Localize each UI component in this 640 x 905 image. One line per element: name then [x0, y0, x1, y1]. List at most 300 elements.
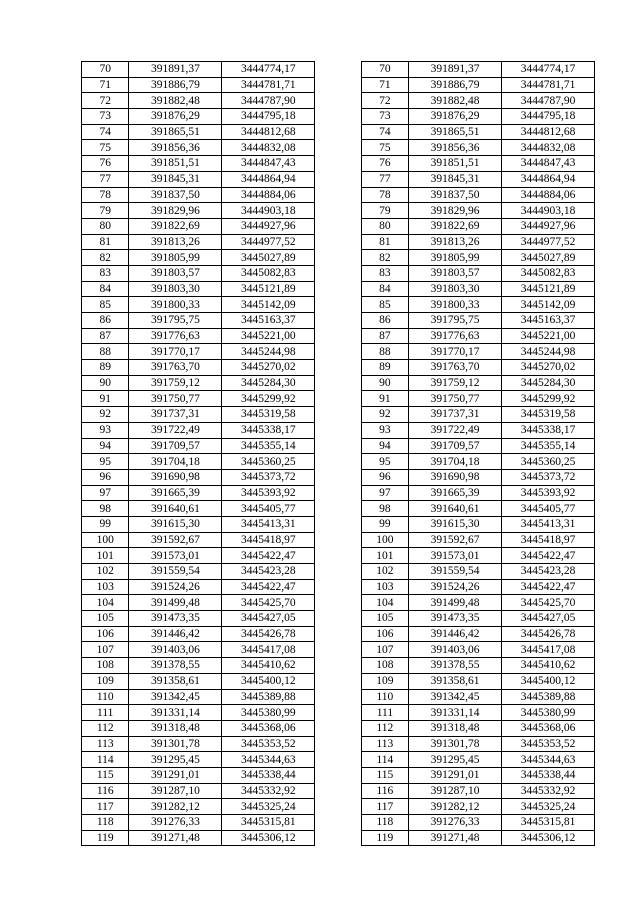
- column-gap-cell: [315, 62, 361, 78]
- left-x-coordinate-cell: 391882,48: [129, 93, 222, 109]
- left-point-number-cell: 74: [82, 124, 129, 140]
- left-x-coordinate-cell: 391763,70: [129, 360, 222, 376]
- right-x-coordinate-cell: 391276,33: [409, 815, 502, 831]
- left-y-coordinate-cell: 3445360,25: [222, 454, 315, 470]
- right-x-coordinate-cell: 391331,14: [409, 705, 502, 721]
- left-x-coordinate-cell: 391291,01: [129, 767, 222, 783]
- right-y-coordinate-cell: 3445163,37: [502, 313, 595, 329]
- right-x-coordinate-cell: 391805,99: [409, 250, 502, 266]
- table-row: [82, 611, 595, 627]
- right-point-number-cell: 119: [361, 830, 408, 846]
- table-row: [82, 62, 595, 78]
- column-gap-cell: [315, 328, 361, 344]
- column-gap-cell: [315, 595, 361, 611]
- right-y-coordinate-cell: 3445373,72: [502, 469, 595, 485]
- table-row: [82, 171, 595, 187]
- column-gap-cell: [315, 642, 361, 658]
- left-x-coordinate-cell: 391829,96: [129, 203, 222, 219]
- left-point-number-cell: 83: [82, 265, 129, 281]
- left-point-number-cell: 109: [82, 673, 129, 689]
- right-y-coordinate-cell: 3445400,12: [502, 673, 595, 689]
- left-point-number-cell: 78: [82, 187, 129, 203]
- column-gap-cell: [315, 187, 361, 203]
- column-gap-cell: [315, 124, 361, 140]
- right-point-number-cell: 97: [361, 485, 408, 501]
- right-point-number-cell: 70: [361, 62, 408, 78]
- right-y-coordinate-cell: 3445425,70: [502, 595, 595, 611]
- left-x-coordinate-cell: 391295,45: [129, 752, 222, 768]
- left-y-coordinate-cell: 3444832,08: [222, 140, 315, 156]
- left-x-coordinate-cell: 391886,79: [129, 77, 222, 93]
- column-gap-cell: [315, 815, 361, 831]
- left-y-coordinate-cell: 3445380,99: [222, 705, 315, 721]
- table-row: [82, 783, 595, 799]
- table-row: [82, 485, 595, 501]
- right-point-number-cell: 109: [361, 673, 408, 689]
- left-y-coordinate-cell: 3445425,70: [222, 595, 315, 611]
- left-y-coordinate-cell: 3445027,89: [222, 250, 315, 266]
- right-y-coordinate-cell: 3445422,47: [502, 579, 595, 595]
- left-point-number-cell: 75: [82, 140, 129, 156]
- right-y-coordinate-cell: 3444977,52: [502, 234, 595, 250]
- right-x-coordinate-cell: 391378,55: [409, 658, 502, 674]
- right-x-coordinate-cell: 391592,67: [409, 532, 502, 548]
- left-y-coordinate-cell: 3445142,09: [222, 297, 315, 313]
- left-point-number-cell: 104: [82, 595, 129, 611]
- column-gap-cell: [315, 611, 361, 627]
- column-gap-cell: [315, 516, 361, 532]
- table-row: [82, 736, 595, 752]
- right-point-number-cell: 105: [361, 611, 408, 627]
- right-y-coordinate-cell: 3445427,05: [502, 611, 595, 627]
- left-y-coordinate-cell: 3445319,58: [222, 407, 315, 423]
- left-point-number-cell: 79: [82, 203, 129, 219]
- right-point-number-cell: 98: [361, 501, 408, 517]
- left-point-number-cell: 71: [82, 77, 129, 93]
- right-y-coordinate-cell: 3445355,14: [502, 438, 595, 454]
- column-gap-cell: [315, 218, 361, 234]
- table-row: [82, 548, 595, 564]
- right-y-coordinate-cell: 3445393,92: [502, 485, 595, 501]
- left-y-coordinate-cell: 3445270,02: [222, 360, 315, 376]
- right-y-coordinate-cell: 3445410,62: [502, 658, 595, 674]
- right-x-coordinate-cell: 391709,57: [409, 438, 502, 454]
- column-gap-cell: [315, 501, 361, 517]
- left-x-coordinate-cell: 391403,06: [129, 642, 222, 658]
- table-row: [82, 642, 595, 658]
- right-point-number-cell: 82: [361, 250, 408, 266]
- left-point-number-cell: 105: [82, 611, 129, 627]
- right-y-coordinate-cell: 3445221,00: [502, 328, 595, 344]
- left-y-coordinate-cell: 3445338,17: [222, 422, 315, 438]
- table-row: [82, 815, 595, 831]
- right-point-number-cell: 77: [361, 171, 408, 187]
- table-row: [82, 516, 595, 532]
- left-point-number-cell: 72: [82, 93, 129, 109]
- right-point-number-cell: 111: [361, 705, 408, 721]
- column-gap-cell: [315, 203, 361, 219]
- left-x-coordinate-cell: 391665,39: [129, 485, 222, 501]
- left-y-coordinate-cell: 3444927,96: [222, 218, 315, 234]
- table-row: [82, 469, 595, 485]
- left-x-coordinate-cell: 391473,35: [129, 611, 222, 627]
- right-y-coordinate-cell: 3445418,97: [502, 532, 595, 548]
- right-x-coordinate-cell: 391882,48: [409, 93, 502, 109]
- column-gap-cell: [315, 752, 361, 768]
- left-point-number-cell: 86: [82, 313, 129, 329]
- table-row: [82, 109, 595, 125]
- left-y-coordinate-cell: 3444787,90: [222, 93, 315, 109]
- right-x-coordinate-cell: 391524,26: [409, 579, 502, 595]
- table-row: [82, 93, 595, 109]
- table-row: [82, 532, 595, 548]
- right-y-coordinate-cell: 3444774,17: [502, 62, 595, 78]
- left-y-coordinate-cell: 3445325,24: [222, 799, 315, 815]
- left-x-coordinate-cell: 391800,33: [129, 297, 222, 313]
- left-x-coordinate-cell: 391331,14: [129, 705, 222, 721]
- column-gap-cell: [315, 830, 361, 846]
- column-gap-cell: [315, 438, 361, 454]
- left-point-number-cell: 115: [82, 767, 129, 783]
- left-point-number-cell: 87: [82, 328, 129, 344]
- left-y-coordinate-cell: 3444864,94: [222, 171, 315, 187]
- left-y-coordinate-cell: 3444884,06: [222, 187, 315, 203]
- left-y-coordinate-cell: 3445332,92: [222, 783, 315, 799]
- right-y-coordinate-cell: 3444795,18: [502, 109, 595, 125]
- left-y-coordinate-cell: 3445163,37: [222, 313, 315, 329]
- right-point-number-cell: 96: [361, 469, 408, 485]
- left-x-coordinate-cell: 391640,61: [129, 501, 222, 517]
- column-gap-cell: [315, 673, 361, 689]
- left-x-coordinate-cell: 391851,51: [129, 156, 222, 172]
- left-y-coordinate-cell: 3445423,28: [222, 564, 315, 580]
- table-row: [82, 830, 595, 846]
- column-gap-cell: [315, 422, 361, 438]
- column-gap-cell: [315, 626, 361, 642]
- left-point-number-cell: 82: [82, 250, 129, 266]
- left-y-coordinate-cell: 3445418,97: [222, 532, 315, 548]
- right-y-coordinate-cell: 3445353,52: [502, 736, 595, 752]
- table-row: [82, 218, 595, 234]
- column-gap-cell: [315, 234, 361, 250]
- right-y-coordinate-cell: 3445380,99: [502, 705, 595, 721]
- table-row: [82, 140, 595, 156]
- table-row: [82, 705, 595, 721]
- right-y-coordinate-cell: 3445319,58: [502, 407, 595, 423]
- right-x-coordinate-cell: 391473,35: [409, 611, 502, 627]
- right-x-coordinate-cell: 391665,39: [409, 485, 502, 501]
- left-point-number-cell: 81: [82, 234, 129, 250]
- column-gap-cell: [315, 689, 361, 705]
- table-row: [82, 407, 595, 423]
- left-x-coordinate-cell: 391499,48: [129, 595, 222, 611]
- left-y-coordinate-cell: 3445400,12: [222, 673, 315, 689]
- left-y-coordinate-cell: 3445121,89: [222, 281, 315, 297]
- right-x-coordinate-cell: 391287,10: [409, 783, 502, 799]
- table-row: [82, 375, 595, 391]
- right-x-coordinate-cell: 391763,70: [409, 360, 502, 376]
- table-row: [82, 438, 595, 454]
- left-y-coordinate-cell: 3445306,12: [222, 830, 315, 846]
- right-y-coordinate-cell: 3445121,89: [502, 281, 595, 297]
- left-point-number-cell: 88: [82, 344, 129, 360]
- left-x-coordinate-cell: 391690,98: [129, 469, 222, 485]
- right-y-coordinate-cell: 3445244,98: [502, 344, 595, 360]
- left-y-coordinate-cell: 3445393,92: [222, 485, 315, 501]
- column-gap-cell: [315, 564, 361, 580]
- left-point-number-cell: 113: [82, 736, 129, 752]
- column-gap-cell: [315, 265, 361, 281]
- right-y-coordinate-cell: 3444832,08: [502, 140, 595, 156]
- table-row: [82, 454, 595, 470]
- table-row: [82, 564, 595, 580]
- right-x-coordinate-cell: 391803,30: [409, 281, 502, 297]
- left-x-coordinate-cell: 391856,36: [129, 140, 222, 156]
- table-row: [82, 156, 595, 172]
- column-gap-cell: [315, 454, 361, 470]
- left-x-coordinate-cell: 391282,12: [129, 799, 222, 815]
- right-y-coordinate-cell: 3445422,47: [502, 548, 595, 564]
- right-x-coordinate-cell: 391750,77: [409, 391, 502, 407]
- left-x-coordinate-cell: 391795,75: [129, 313, 222, 329]
- left-y-coordinate-cell: 3445299,92: [222, 391, 315, 407]
- right-x-coordinate-cell: 391271,48: [409, 830, 502, 846]
- left-point-number-cell: 96: [82, 469, 129, 485]
- right-y-coordinate-cell: 3444812,68: [502, 124, 595, 140]
- table-row: [82, 689, 595, 705]
- left-x-coordinate-cell: 391759,12: [129, 375, 222, 391]
- right-point-number-cell: 86: [361, 313, 408, 329]
- table-row: [82, 265, 595, 281]
- left-x-coordinate-cell: 391358,61: [129, 673, 222, 689]
- column-gap-cell: [315, 579, 361, 595]
- column-gap-cell: [315, 548, 361, 564]
- column-gap-cell: [315, 250, 361, 266]
- right-point-number-cell: 87: [361, 328, 408, 344]
- right-x-coordinate-cell: 391737,31: [409, 407, 502, 423]
- right-point-number-cell: 84: [361, 281, 408, 297]
- right-point-number-cell: 113: [361, 736, 408, 752]
- table-row: [82, 595, 595, 611]
- right-point-number-cell: 80: [361, 218, 408, 234]
- table-row: [82, 281, 595, 297]
- left-y-coordinate-cell: 3444812,68: [222, 124, 315, 140]
- left-x-coordinate-cell: 391301,78: [129, 736, 222, 752]
- right-x-coordinate-cell: 391342,45: [409, 689, 502, 705]
- right-point-number-cell: 100: [361, 532, 408, 548]
- right-x-coordinate-cell: 391865,51: [409, 124, 502, 140]
- left-point-number-cell: 101: [82, 548, 129, 564]
- left-point-number-cell: 93: [82, 422, 129, 438]
- column-gap-cell: [315, 736, 361, 752]
- left-point-number-cell: 116: [82, 783, 129, 799]
- right-point-number-cell: 92: [361, 407, 408, 423]
- left-x-coordinate-cell: 391524,26: [129, 579, 222, 595]
- column-gap-cell: [315, 344, 361, 360]
- left-x-coordinate-cell: 391318,48: [129, 720, 222, 736]
- right-x-coordinate-cell: 391446,42: [409, 626, 502, 642]
- table-row: [82, 313, 595, 329]
- left-y-coordinate-cell: 3445221,00: [222, 328, 315, 344]
- column-gap-cell: [315, 783, 361, 799]
- column-gap-cell: [315, 93, 361, 109]
- column-gap-cell: [315, 375, 361, 391]
- right-point-number-cell: 85: [361, 297, 408, 313]
- table-row: [82, 360, 595, 376]
- right-x-coordinate-cell: 391829,96: [409, 203, 502, 219]
- left-y-coordinate-cell: 3444774,17: [222, 62, 315, 78]
- right-point-number-cell: 90: [361, 375, 408, 391]
- table-row: [82, 626, 595, 642]
- table-row: [82, 579, 595, 595]
- right-y-coordinate-cell: 3444927,96: [502, 218, 595, 234]
- right-point-number-cell: 94: [361, 438, 408, 454]
- column-gap-cell: [315, 156, 361, 172]
- left-point-number-cell: 110: [82, 689, 129, 705]
- left-point-number-cell: 92: [82, 407, 129, 423]
- right-point-number-cell: 89: [361, 360, 408, 376]
- left-point-number-cell: 73: [82, 109, 129, 125]
- right-point-number-cell: 117: [361, 799, 408, 815]
- column-gap-cell: [315, 532, 361, 548]
- right-point-number-cell: 104: [361, 595, 408, 611]
- right-y-coordinate-cell: 3444847,43: [502, 156, 595, 172]
- right-x-coordinate-cell: 391358,61: [409, 673, 502, 689]
- left-x-coordinate-cell: 391276,33: [129, 815, 222, 831]
- left-y-coordinate-cell: 3444977,52: [222, 234, 315, 250]
- right-x-coordinate-cell: 391573,01: [409, 548, 502, 564]
- right-x-coordinate-cell: 391813,26: [409, 234, 502, 250]
- right-point-number-cell: 93: [361, 422, 408, 438]
- left-x-coordinate-cell: 391704,18: [129, 454, 222, 470]
- left-y-coordinate-cell: 3445417,08: [222, 642, 315, 658]
- right-x-coordinate-cell: 391301,78: [409, 736, 502, 752]
- left-x-coordinate-cell: 391876,29: [129, 109, 222, 125]
- left-y-coordinate-cell: 3445413,31: [222, 516, 315, 532]
- table-row: [82, 124, 595, 140]
- left-point-number-cell: 76: [82, 156, 129, 172]
- right-x-coordinate-cell: 391295,45: [409, 752, 502, 768]
- left-y-coordinate-cell: 3444781,71: [222, 77, 315, 93]
- left-y-coordinate-cell: 3445427,05: [222, 611, 315, 627]
- right-y-coordinate-cell: 3445360,25: [502, 454, 595, 470]
- table-row: [82, 752, 595, 768]
- left-y-coordinate-cell: 3445082,83: [222, 265, 315, 281]
- right-x-coordinate-cell: 391499,48: [409, 595, 502, 611]
- right-point-number-cell: 79: [361, 203, 408, 219]
- column-gap-cell: [315, 171, 361, 187]
- left-y-coordinate-cell: 3445284,30: [222, 375, 315, 391]
- left-point-number-cell: 108: [82, 658, 129, 674]
- right-y-coordinate-cell: 3445405,77: [502, 501, 595, 517]
- left-point-number-cell: 77: [82, 171, 129, 187]
- left-y-coordinate-cell: 3445405,77: [222, 501, 315, 517]
- right-x-coordinate-cell: 391282,12: [409, 799, 502, 815]
- left-x-coordinate-cell: 391865,51: [129, 124, 222, 140]
- left-x-coordinate-cell: 391822,69: [129, 218, 222, 234]
- right-point-number-cell: 76: [361, 156, 408, 172]
- left-x-coordinate-cell: 391805,99: [129, 250, 222, 266]
- right-point-number-cell: 107: [361, 642, 408, 658]
- right-y-coordinate-cell: 3445423,28: [502, 564, 595, 580]
- left-point-number-cell: 95: [82, 454, 129, 470]
- right-y-coordinate-cell: 3445284,30: [502, 375, 595, 391]
- right-x-coordinate-cell: 391851,51: [409, 156, 502, 172]
- right-point-number-cell: 72: [361, 93, 408, 109]
- left-point-number-cell: 102: [82, 564, 129, 580]
- left-point-number-cell: 111: [82, 705, 129, 721]
- right-y-coordinate-cell: 3444864,94: [502, 171, 595, 187]
- left-point-number-cell: 118: [82, 815, 129, 831]
- left-point-number-cell: 97: [82, 485, 129, 501]
- left-x-coordinate-cell: 391573,01: [129, 548, 222, 564]
- right-x-coordinate-cell: 391837,50: [409, 187, 502, 203]
- left-point-number-cell: 98: [82, 501, 129, 517]
- left-x-coordinate-cell: 391271,48: [129, 830, 222, 846]
- coordinates-table: [81, 61, 595, 846]
- table-row: [82, 767, 595, 783]
- right-x-coordinate-cell: 391559,54: [409, 564, 502, 580]
- table-row: [82, 234, 595, 250]
- right-y-coordinate-cell: 3444903,18: [502, 203, 595, 219]
- left-y-coordinate-cell: 3445410,62: [222, 658, 315, 674]
- right-y-coordinate-cell: 3445368,06: [502, 720, 595, 736]
- right-point-number-cell: 102: [361, 564, 408, 580]
- left-point-number-cell: 94: [82, 438, 129, 454]
- right-x-coordinate-cell: 391690,98: [409, 469, 502, 485]
- table-row: [82, 203, 595, 219]
- right-point-number-cell: 112: [361, 720, 408, 736]
- right-point-number-cell: 99: [361, 516, 408, 532]
- right-y-coordinate-cell: 3445325,24: [502, 799, 595, 815]
- table-row: [82, 250, 595, 266]
- right-point-number-cell: 118: [361, 815, 408, 831]
- right-point-number-cell: 75: [361, 140, 408, 156]
- column-gap-cell: [315, 407, 361, 423]
- left-y-coordinate-cell: 3444795,18: [222, 109, 315, 125]
- right-point-number-cell: 101: [361, 548, 408, 564]
- table-row: [82, 720, 595, 736]
- right-y-coordinate-cell: 3445332,92: [502, 783, 595, 799]
- left-x-coordinate-cell: 391891,37: [129, 62, 222, 78]
- right-point-number-cell: 106: [361, 626, 408, 642]
- right-y-coordinate-cell: 3445338,44: [502, 767, 595, 783]
- right-x-coordinate-cell: 391795,75: [409, 313, 502, 329]
- left-x-coordinate-cell: 391709,57: [129, 438, 222, 454]
- column-gap-cell: [315, 109, 361, 125]
- right-y-coordinate-cell: 3445306,12: [502, 830, 595, 846]
- left-point-number-cell: 91: [82, 391, 129, 407]
- left-x-coordinate-cell: 391615,30: [129, 516, 222, 532]
- left-point-number-cell: 107: [82, 642, 129, 658]
- column-gap-cell: [315, 281, 361, 297]
- table-row: [82, 77, 595, 93]
- column-gap-cell: [315, 77, 361, 93]
- right-x-coordinate-cell: 391403,06: [409, 642, 502, 658]
- right-point-number-cell: 73: [361, 109, 408, 125]
- table-row: [82, 297, 595, 313]
- right-point-number-cell: 95: [361, 454, 408, 470]
- right-y-coordinate-cell: 3445426,78: [502, 626, 595, 642]
- left-x-coordinate-cell: 391803,57: [129, 265, 222, 281]
- left-point-number-cell: 119: [82, 830, 129, 846]
- column-gap-cell: [315, 391, 361, 407]
- left-y-coordinate-cell: 3445344,63: [222, 752, 315, 768]
- right-x-coordinate-cell: 391640,61: [409, 501, 502, 517]
- right-x-coordinate-cell: 391759,12: [409, 375, 502, 391]
- left-point-number-cell: 85: [82, 297, 129, 313]
- right-y-coordinate-cell: 3444787,90: [502, 93, 595, 109]
